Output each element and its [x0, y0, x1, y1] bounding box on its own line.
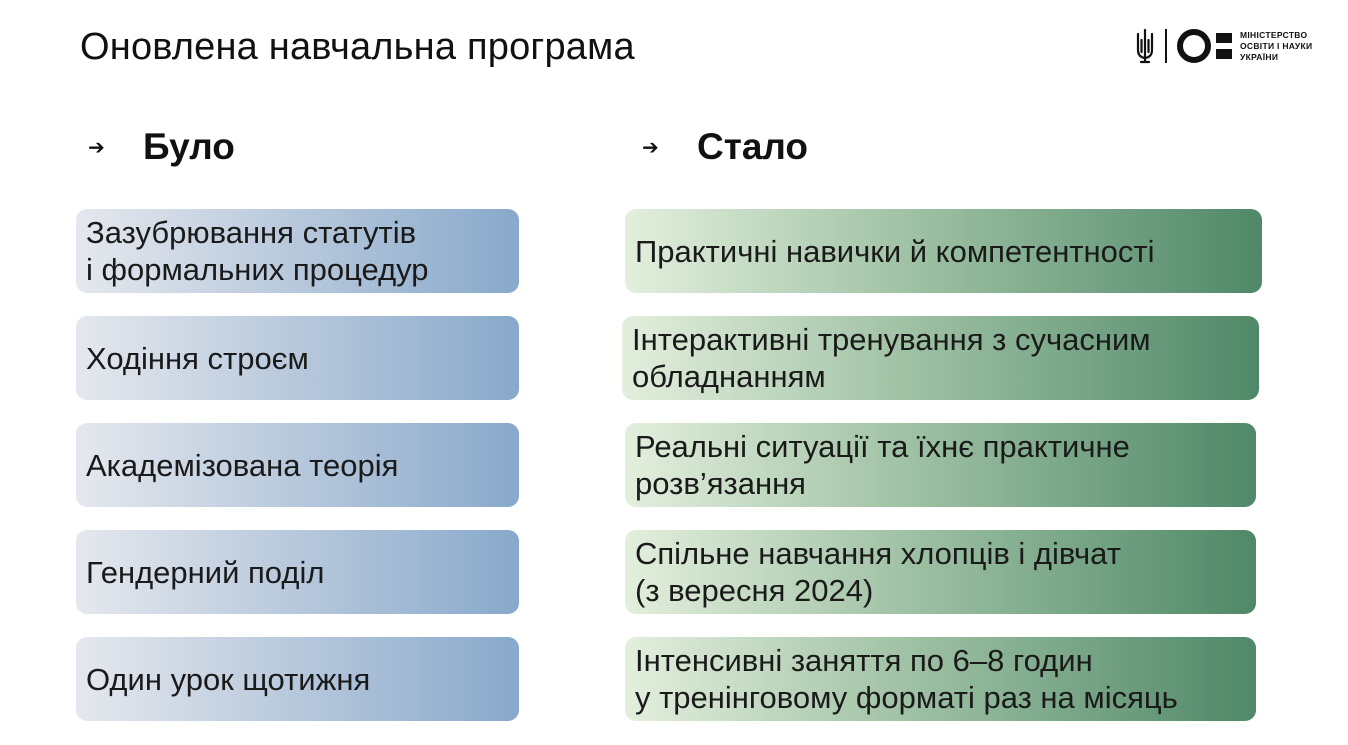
before-item-text: Ходіння строєм [86, 340, 309, 376]
before-item [76, 209, 519, 293]
after-item [625, 209, 1262, 293]
page-title: Оновлена навчальна програма [80, 26, 635, 68]
before-item-text: Один урок щотижня [86, 661, 371, 697]
ministry-name-line: МІНІСТЕРСТВО [1240, 29, 1308, 40]
before-item [76, 530, 519, 614]
after-item [622, 316, 1259, 400]
before-item [76, 637, 519, 721]
after-item [625, 530, 1256, 614]
before-heading [88, 126, 235, 168]
before-item-text: Академізована теорія [86, 447, 399, 483]
after-item [625, 423, 1256, 507]
after-item-text: Інтерактивні тренування з сучасним обладнанням [632, 322, 1151, 394]
arrow-right-icon: ➔ [642, 136, 659, 159]
logo-divider [1165, 29, 1167, 63]
before-item-text: Гендерний поділ [86, 554, 325, 590]
trident-icon [1133, 28, 1157, 64]
after-item-text: Спільне навчання хлопців і дівчат (з вересня 2024) [635, 536, 1121, 608]
ministry-logo [1133, 26, 1333, 66]
ministry-name-line: ОСВІТИ І НАУКИ [1240, 40, 1313, 51]
ministry-name [1240, 30, 1312, 63]
after-item [625, 637, 1256, 721]
after-heading-label: Стало [697, 126, 809, 167]
after-item-text: Практичні навички й компетентності [635, 233, 1155, 269]
before-heading-label: Було [143, 126, 235, 167]
after-item-text: Інтенсивні заняття по 6–8 годин у тренінговому форматі раз на місяць [635, 643, 1178, 715]
oe-mark-icon [1177, 29, 1232, 63]
after-item-text: Реальні ситуації та їхнє практичне розв’язання [635, 429, 1130, 501]
before-item-text: Зазубрювання статутів і формальних процедур [86, 215, 429, 287]
arrow-right-icon: ➔ [88, 136, 105, 159]
before-item [76, 423, 519, 507]
after-heading [642, 126, 808, 168]
before-item [76, 316, 519, 400]
ministry-name-line: УКРАЇНИ [1240, 51, 1279, 62]
